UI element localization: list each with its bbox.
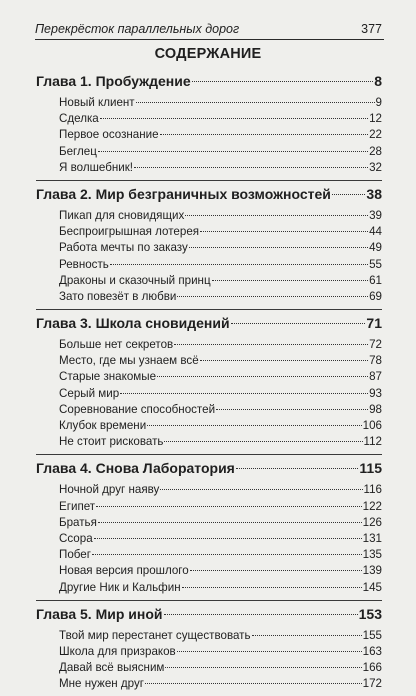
chapter-heading[interactable] [36, 310, 382, 337]
toc-entry[interactable] [36, 337, 382, 353]
dot-leader [120, 393, 368, 394]
entry-page: 172 [362, 677, 382, 691]
entry-title: Школа для призраков [59, 644, 176, 658]
chapter-title: Глава 2. Мир безграничных возможностей [36, 185, 331, 202]
dot-leader [189, 247, 368, 248]
chapter-page: 8 [374, 73, 382, 89]
toc-entry[interactable] [36, 273, 382, 289]
toc-entry[interactable] [36, 499, 382, 515]
entry-title: Серый мир [59, 386, 120, 400]
dot-leader [165, 667, 361, 668]
dot-leader [136, 102, 375, 103]
entry-page: 28 [369, 144, 382, 158]
dot-leader [200, 231, 368, 232]
dot-leader [182, 587, 362, 588]
entry-page: 78 [369, 354, 382, 368]
dot-leader [177, 296, 368, 297]
toc-entry[interactable] [36, 160, 382, 176]
chapter-3 [36, 309, 382, 454]
dot-leader [190, 570, 362, 571]
entry-title: Беглец [59, 144, 97, 158]
chapter-page: 38 [366, 185, 382, 202]
entry-page: 55 [369, 257, 382, 271]
entry-title: Сделка [59, 112, 99, 126]
dot-leader [160, 134, 369, 135]
toc-entry[interactable] [36, 257, 382, 273]
toc-entry[interactable] [36, 127, 382, 143]
dot-leader [94, 538, 362, 539]
entry-title: Соревнование способностей [59, 402, 216, 416]
entry-page: 155 [362, 628, 382, 642]
toc-entry[interactable] [36, 224, 382, 240]
toc-entry[interactable] [36, 563, 382, 579]
entry-title: Ревность [59, 257, 109, 271]
dot-leader [145, 683, 362, 684]
entry-page: 69 [369, 289, 382, 303]
toc-entry[interactable] [36, 402, 382, 418]
toc-entry[interactable] [36, 482, 382, 498]
entry-title: Старые знакомые [59, 370, 157, 384]
toc-entry[interactable] [36, 531, 382, 547]
chapter-5 [36, 600, 382, 696]
dot-leader [98, 151, 368, 152]
entry-page: 9 [375, 96, 382, 109]
entry-title: Пикап для сновидящих [59, 208, 185, 222]
entry-title: Давай всё выясним [59, 661, 165, 675]
table-of-contents [36, 68, 382, 696]
dot-leader [192, 81, 374, 82]
entry-page: 72 [369, 338, 382, 352]
dot-leader [174, 344, 368, 345]
entry-title: Мне нужен друг [59, 677, 144, 691]
dot-leader [164, 441, 362, 442]
entry-page: 135 [362, 548, 382, 562]
entry-page: 39 [369, 208, 382, 222]
toc-entry[interactable] [36, 369, 382, 385]
toc-entry[interactable] [36, 515, 382, 531]
entry-title: Место, где мы узнаем всё [59, 354, 199, 368]
chapter-2 [36, 180, 382, 309]
entry-title: Твой мир перестанет существовать [59, 628, 251, 642]
toc-entry[interactable] [36, 644, 382, 660]
dot-leader [110, 264, 368, 265]
entry-title: Новая версия прошлого [59, 564, 189, 578]
chapter-page: 115 [359, 460, 382, 477]
chapter-heading[interactable] [36, 455, 382, 482]
toc-entry[interactable] [36, 676, 382, 692]
toc-entry[interactable] [36, 144, 382, 160]
dot-leader [212, 280, 369, 281]
toc-heading: СОДЕРЖАНИЕ [154, 46, 262, 62]
toc-entry[interactable] [36, 547, 382, 563]
dot-leader [160, 489, 362, 490]
chapter-page: 153 [358, 605, 382, 622]
entry-title: Клубок времени [59, 419, 147, 432]
toc-entry[interactable] [36, 208, 382, 224]
entry-title: Не стоит рисковать [59, 435, 164, 449]
toc-entry[interactable] [36, 434, 382, 450]
entry-page: 131 [362, 531, 382, 545]
chapter-title: Глава 5. Мир иной [36, 605, 163, 622]
entry-page: 22 [369, 128, 382, 142]
dot-leader [177, 651, 362, 652]
entry-title: Египет [59, 499, 96, 513]
dot-leader [216, 409, 368, 410]
entry-title: Ночной друг наяву [59, 483, 160, 497]
entry-title: Беспроигрышная лотерея [59, 225, 200, 239]
chapter-heading[interactable] [36, 68, 382, 95]
entry-page: 145 [362, 580, 382, 594]
toc-entry[interactable] [36, 353, 382, 369]
dot-leader [252, 635, 362, 636]
entry-title: Братья [59, 515, 97, 529]
entry-page: 139 [362, 564, 382, 578]
dot-leader [231, 323, 366, 324]
dot-leader [236, 468, 359, 469]
entry-title: Драконы и сказочный принц [59, 273, 211, 287]
entry-page: 166 [362, 661, 382, 675]
dot-leader [96, 506, 362, 507]
dot-leader [92, 554, 362, 555]
entry-title: Другие Ник и Кальфин [59, 580, 181, 594]
entry-page: 112 [363, 435, 382, 449]
entry-page: 93 [369, 386, 382, 400]
page-number: 377 [361, 22, 382, 36]
entry-page: 98 [369, 402, 382, 416]
entry-page: 49 [369, 241, 382, 255]
toc-entry[interactable] [36, 418, 382, 434]
toc-entry[interactable] [36, 628, 382, 644]
entry-page: 12 [369, 112, 382, 126]
entry-page: 126 [362, 515, 382, 529]
dot-leader [147, 425, 361, 426]
toc-entry[interactable] [36, 289, 382, 305]
entry-title: Ссора [59, 531, 93, 545]
toc-entry[interactable] [36, 240, 382, 256]
entry-title: Побег [59, 548, 91, 562]
chapter-title: Глава 1. Пробуждение [36, 73, 191, 89]
toc-entry[interactable] [36, 660, 382, 676]
entry-page: 116 [363, 483, 382, 497]
dot-leader [185, 215, 368, 216]
chapter-4 [36, 454, 382, 599]
entry-title: Первое осознание [59, 128, 159, 142]
chapter-heading[interactable] [36, 601, 382, 628]
entry-title: Новый клиент [59, 96, 135, 109]
toc-entry[interactable] [36, 386, 382, 402]
dot-leader [332, 194, 366, 195]
entry-title: Зато повезёт в любви [59, 289, 177, 303]
entry-page: 32 [369, 160, 382, 174]
dot-leader [157, 376, 368, 377]
chapter-heading[interactable] [36, 181, 382, 208]
entry-title: Работа мечты по заказу [59, 241, 188, 255]
chapter-title: Глава 4. Снова Лаборатория [36, 460, 235, 477]
toc-entry[interactable] [36, 95, 382, 111]
running-header [35, 19, 384, 40]
chapter-title: Глава 3. Школа сновидений [36, 315, 230, 332]
dot-leader [164, 614, 358, 615]
dot-leader [98, 522, 362, 523]
dot-leader [134, 167, 368, 168]
entry-page: 44 [369, 225, 382, 239]
entry-title: Больше нет секретов [59, 338, 174, 352]
entry-title: Я волшебник! [59, 160, 134, 174]
running-header-title: Перекрёсток параллельных дорог [35, 22, 240, 36]
dot-leader [100, 118, 368, 119]
toc-entry[interactable] [36, 111, 382, 127]
chapter-page: 71 [366, 315, 382, 332]
entry-page: 87 [369, 370, 382, 384]
entry-page: 61 [369, 273, 382, 287]
entry-page: 122 [362, 499, 382, 513]
entry-page: 106 [362, 419, 382, 432]
entry-page: 163 [362, 644, 382, 658]
dot-leader [200, 360, 368, 361]
toc-entry[interactable] [36, 580, 382, 596]
chapter-1 [36, 68, 382, 180]
